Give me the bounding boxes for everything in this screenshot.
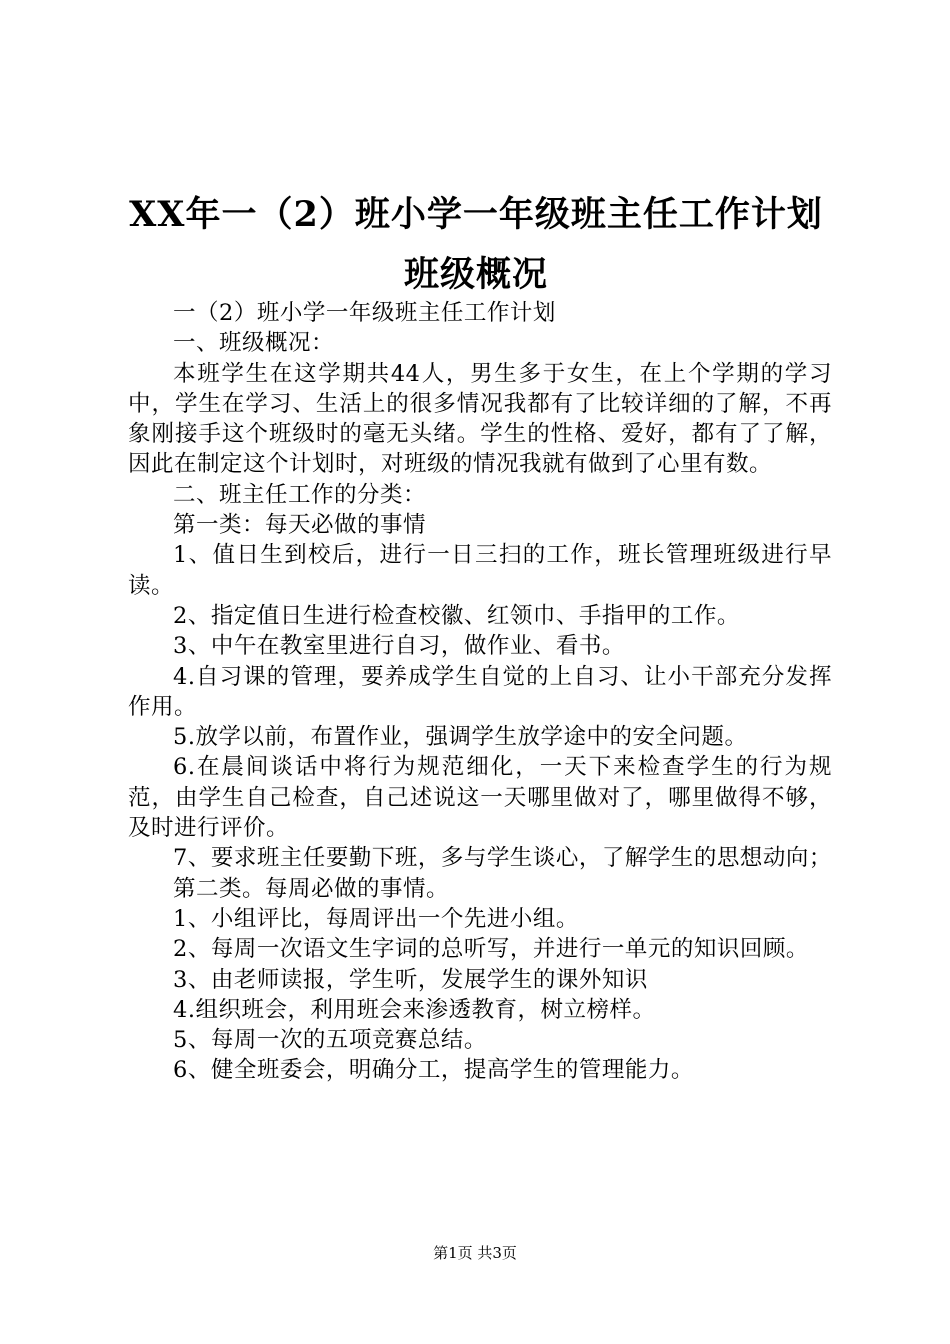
document-title: XX年一（2）班小学一年级班主任工作计划班级概况 (129, 194, 823, 295)
paragraph: 4.自习课的管理，要养成学生自觉的上自习、让小干部充分发挥作用。 (128, 663, 832, 720)
paragraph: 3、中午在教室里进行自习，做作业、看书。 (173, 633, 625, 660)
paragraph: 5.放学以前，布置作业，强调学生放学途中的安全问题。 (173, 724, 748, 751)
paragraph: 6.在晨间谈话中将行为规范细化，一天下来检查学生的行为规范，由学生自己检查，自己述说这一天哪里做对了，哪里做得不够，及时进行评价。 (128, 754, 832, 842)
paragraph: 二、班主任工作的分类： (173, 481, 427, 508)
paragraph: 2、指定值日生进行检查校徽、红领巾、手指甲的工作。 (173, 602, 740, 629)
paragraph: 第二类。每周必做的事情。 (173, 875, 450, 902)
document-body (128, 298, 832, 1086)
paragraph: 3、由老师读报，学生听，发展学生的课外知识 (173, 966, 648, 993)
paragraph: 一（2）班小学一年级班主任工作计划 (173, 300, 556, 326)
paragraph: 5、每周一次的五项竞赛总结。 (173, 1027, 487, 1054)
paragraph: 1、值日生到校后，进行一日三扫的工作，班长管理班级进行早读。 (128, 542, 832, 599)
paragraph: 一、班级概况： (173, 330, 335, 357)
paragraph: 第一类：每天必做的事情 (173, 512, 427, 539)
paragraph: 7、要求班主任要勤下班，多与学生谈心，了解学生的思想动向； (173, 845, 832, 872)
page-footer: 第1页 共3页 (433, 1244, 517, 1262)
paragraph: 本班学生在这学期共44人，男生多于女生，在上个学期的学习中，学生在学习、生活上的很多情况我都有了比较详细的了解，不再象刚接手这个班级时的毫无头绪。学生的性格、爱好，都有了了解，因此在制定这个计划时，对班级的情况我就有做到了心里有数。 (128, 360, 832, 478)
paragraph: 1、小组评比，每周评出一个先进小组。 (173, 905, 579, 932)
paragraph: 4.组织班会，利用班会来渗透教育，树立榜样。 (173, 996, 656, 1023)
paragraph: 6、健全班委会，明确分工，提高学生的管理能力。 (173, 1057, 694, 1084)
paragraph: 2、每周一次语文生字词的总听写，并进行一单元的知识回顾。 (173, 936, 809, 963)
